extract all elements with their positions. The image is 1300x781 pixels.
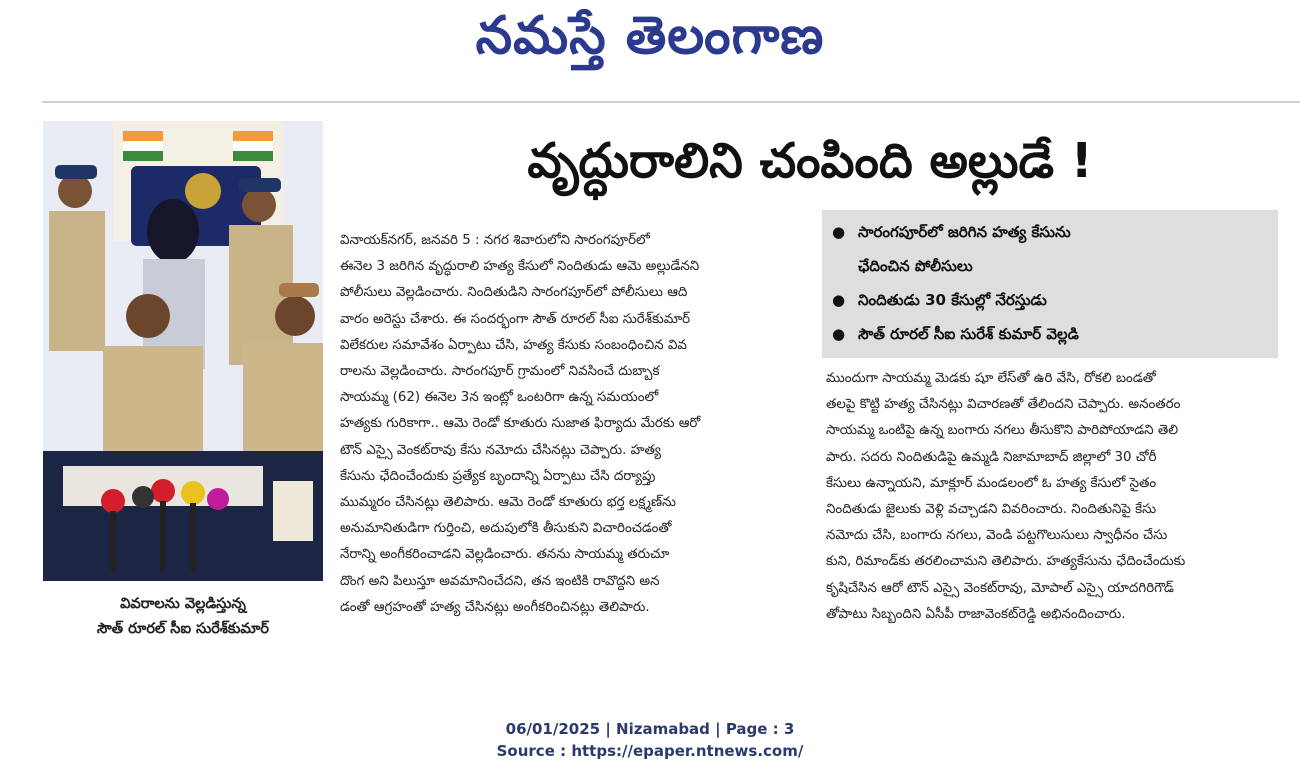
highlight-text: సౌత్ రూరల్ సీఐ సురేశ్ కుమార్ వెల్లడి [858, 325, 1079, 343]
photo-caption [43, 592, 323, 642]
text-line: కృషిచేసిన ఆరో టౌన్ ఎస్సై వెంకట్‌రావు, మోపాల్ ఎస్సై యాదగిరిగౌడ్ [826, 580, 1174, 596]
text-line: అనుమానితుడిగా గుర్తించి, అదుపులోకి తీసుకుని విచారించడంతో [340, 521, 672, 537]
text-line: ఈనెల 3 జరిగిన వృద్ధురాలి హత్య కేసులో నిందితుడు ఆమె అల్లుడేనని [340, 259, 700, 275]
highlight-text: నిందితుడు 30 కేసుల్లో నేరస్తుడు [858, 291, 1047, 309]
highlight-text: ఛేదించిన పోలీసులు [858, 257, 973, 275]
text-line: రాలను వెల్లడించారు. సారంగపూర్ గ్రామంలో నివసించే దుబ్బాక [340, 364, 660, 380]
footer-source-link[interactable]: Source : https://epaper.ntnews.com/ [496, 742, 804, 760]
highlights-box [822, 210, 1278, 358]
footer-edition-info: 06/01/2025 | Nizamabad | Page : 3 [505, 720, 795, 738]
text-line: కేసును ఛేదించేందుకు ప్రత్యేక బృందాన్ని ఏర్పాటు చేసి దర్యాప్తు [340, 468, 656, 484]
text-line: దొంగ అని పిలుస్తూ అవమానించేదని, తన ఇంటికి రావొద్దని అన [340, 573, 660, 589]
text-line: సాయమ్మ ఒంటిపై ఉన్న బంగారు నగలు తీసుకొని పారిపోయాడని తెలి [826, 423, 1179, 439]
text-line: ముమ్మరం చేసినట్లు తెలిపారు. ఆమె రెండో కూతురు భర్త లక్ష్మణ్‌ను [340, 495, 677, 511]
text-line: తోపాటు సిబ్బందిని ఏసీపీ రాజావెంకట్‌రెడ్డి అభినందించారు. [826, 606, 1126, 622]
text-line: కేసులు ఉన్నాయని, మాక్లూర్ మండలంలో ఓ హత్య కేసులో సైతం [826, 475, 1157, 491]
text-line: పోలీసులు వెల్లడించారు. నిందితుడిని సారంగపూర్‌లో పోలీసులు ఆది [340, 285, 688, 301]
text-line: టౌన్ ఎస్సై వెంకట్‌రావు కేసు నమోదు చేసినట్లు చెప్పారు. హత్య [340, 442, 661, 458]
bullet-icon: ● [832, 325, 846, 343]
news-photo [43, 121, 323, 581]
photo-caption-line: సౌత్ రూరల్ సీఐ సురేశ్‌కుమార్ [96, 621, 270, 637]
highlight-item [832, 291, 1047, 313]
text-line: వినాయక్‌నగర్, జనవరి 5 : నగర శివారులోని సారంగపూర్‌లో [340, 233, 650, 248]
text-line: పారు. సదరు నిందితుడిపై ఉమ్మడి నిజామాబాద్ జిల్లాలో 30 చోరీ [826, 449, 1157, 465]
newspaper-masthead: నమస్తే తెలంగాణ [475, 6, 825, 66]
bullet-icon: ● [832, 223, 846, 241]
text-line: సాయమ్మ (62) ఈనెల 3న ఇంట్లో ఒంటరిగా ఉన్న సమయంలో [340, 390, 659, 406]
text-line: కుని, రిమాండ్‌కు తరలించామని తెలిపారు. హత్యకేసును ఛేదించేందుకు [826, 554, 1186, 570]
highlight-item [832, 223, 1071, 245]
photo-caption-line: వివరాలను వెల్లడిస్తున్న [120, 596, 246, 612]
text-line: నమోదు చేసి, బంగారు నగలు, వెండి పట్టగొలుసులు స్వాధీనం చేసు [826, 528, 1168, 544]
text-line: డంతో ఆగ్రహంతో హత్య చేసినట్లు అంగీకరించినట్లు తెలిపారు. [340, 599, 650, 615]
article-column-1 [340, 228, 800, 621]
text-line: నిందితుడు జైలుకు వెళ్లి వచ్చాడని వివరించారు. నిందితునిపై కేసు [826, 502, 1157, 518]
text-line: హత్యకు గురికాగా.. ఆమె రెండో కూతురు సుజాత ఫిర్యాదు మేరకు ఆరో [340, 416, 701, 432]
text-line: విలేకరుల సమావేశం ఏర్పాటు చేసి, హత్య కేసుకు సంబంధించిన వివ [340, 337, 687, 353]
article-headline: వృద్ధురాలిని చంపింది అల్లుడే ! [527, 133, 1093, 189]
article-column-2 [826, 366, 1286, 628]
text-line: నేరాన్ని అంగీకరించాడని వెల్లడించారు. తనను సాయమ్మ తరుచూ [340, 547, 670, 563]
highlight-item-continued [858, 257, 973, 279]
text-line: ముందుగా సాయమ్మ మెడకు షూ లేస్‌తో ఉరి వేసి, రోకలి బండతో [826, 371, 1156, 386]
highlight-item [832, 325, 1079, 347]
highlight-text: సారంగపూర్‌లో జరిగిన హత్య కేసును [858, 223, 1071, 241]
masthead-divider [42, 101, 1300, 103]
bullet-icon: ● [832, 291, 846, 309]
text-line: వారం అరెస్టు చేశారు. ఈ సందర్భంగా సౌత్ రూరల్ సీఐ సురేశ్‌కుమార్ [340, 311, 691, 327]
text-line: తలపై కొట్టి హత్య చేసినట్లు విచారణతో తేలిందని చెప్పారు. అనంతరం [826, 397, 1181, 413]
